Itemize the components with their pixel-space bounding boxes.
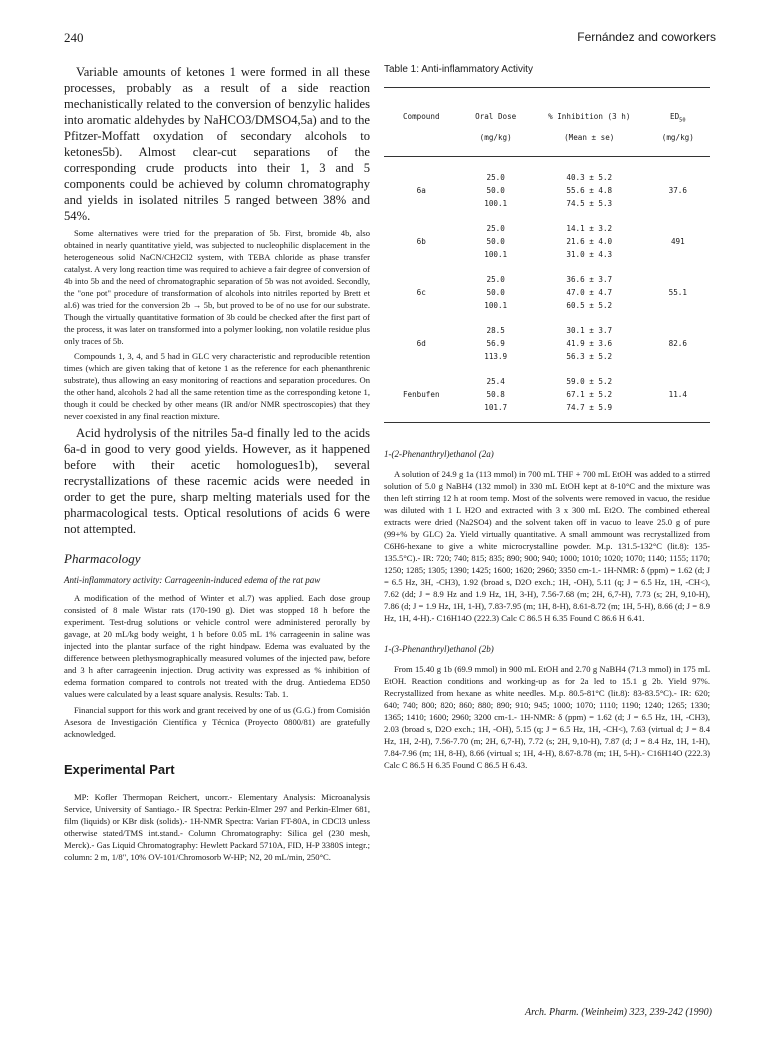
table-cell-ed50: 11.4 bbox=[668, 390, 687, 399]
table-cell-compound bbox=[384, 324, 458, 337]
table-cell-compound: 6c bbox=[416, 288, 426, 297]
table-group-spacer bbox=[384, 363, 710, 375]
table-group-spacer bbox=[384, 261, 710, 273]
table-cell-inhibition: 47.0 ± 4.7 bbox=[566, 288, 613, 297]
table-row bbox=[384, 286, 710, 299]
table-row bbox=[384, 222, 710, 235]
table-cell-compound bbox=[384, 222, 458, 235]
table-cell-dose: 25.4 bbox=[486, 377, 505, 386]
table-cell-compound bbox=[384, 350, 458, 363]
experimental-methods-paragraph: MP: Kofler Thermopan Reichert, uncorr.- Elementary Analysis: Microanalysis Service, University of Santiago.- IR Spectra: Perkin-Elmer 297 and Perkin-Elmer 681, film (liquids) or KBr disk (solids).- 1H-NMR Spectra: Varian FT-80A, in CDCl3 unless otherwise stated/TMS int.stand.- Column Chromatography: Silica gel (230 mesh, Merck).- Gas Liquid Chromatography: Hewlett Packard 5710A, FID, H-P 3380S integr.; column: 2 m, 1/8", 10% OV-101/Chromosorb W-HP; N2, 20 mL/min, 250°C. bbox=[64, 792, 370, 862]
table-cell-inhibition: 14.1 ± 3.2 bbox=[566, 224, 613, 233]
table-cell-compound bbox=[384, 375, 458, 388]
section-title-experimental: Experimental Part bbox=[64, 762, 175, 777]
table-cell-ed50 bbox=[646, 222, 710, 235]
table-group-spacer bbox=[384, 312, 710, 324]
table-cell-compound bbox=[384, 273, 458, 286]
pharmacology-method-paragraph: A modification of the method of Winter et al.7) was applied. Each dose group consisted of 8 male Wistar rats (170-190 g). Diet was stopped 18 h before the experiment. Test-drug solutions or vehicle control were administered perorally by gavage, at 20 mL/kg body weight, 1 h before 0.05 mL 1% carrageenin in saline was injected into the plantar surface of the right hindpaw. Edema was evaluated by the difference between plethysmographically measured volumes of the injected paw, before and 3 h after carrageenin injection. Drug activity was expressed as % inhibition of edema formation compared to controls not treated with the drug. Antiedema ED50 values were calculated by a least square analysis. Results: Tab. 1. bbox=[64, 593, 370, 699]
table-cell-ed50 bbox=[646, 350, 710, 363]
page-number: 240 bbox=[64, 30, 84, 45]
table-cell-ed50: 82.6 bbox=[668, 339, 687, 348]
table-cell-inhibition: 74.7 ± 5.9 bbox=[566, 403, 613, 412]
table-cell-dose: 25.0 bbox=[486, 275, 505, 284]
anti-inflammatory-table bbox=[384, 88, 710, 423]
table-row bbox=[384, 337, 710, 350]
table-row bbox=[384, 401, 710, 414]
table-row bbox=[384, 350, 710, 363]
table-cell-inhibition: 56.3 ± 5.2 bbox=[566, 352, 613, 361]
small-paragraph-glc: Compounds 1, 3, 4, and 5 had in GLC very characteristic and reproducible retention times (which are given taking that of ketone 1 as the reference for each phenanthrenic substrate), thus allowing an easy monitoring of reactions and separation procedures. On the other hand, alcohols 2 had all the same retention time as the corresponding ketone 1, though it could be checked by other means (IR and/or NMR spectroscopies) that they never coexisted in any final reaction mixture. bbox=[64, 351, 370, 421]
table-cell-dose: 25.0 bbox=[486, 173, 505, 182]
table-cell-dose: 50.0 bbox=[486, 288, 505, 297]
table-header-ed50: $ED_{50}$ bbox=[670, 112, 686, 124]
table-cell-ed50 bbox=[646, 375, 710, 388]
journal-footer: Arch. Pharm. (Weinheim) 323, 239-242 (1990) bbox=[524, 1007, 712, 1018]
table-cell-inhibition: 60.5 ± 5.2 bbox=[566, 301, 613, 310]
table-header-oral-dose: Oral Dose bbox=[475, 112, 517, 121]
table-cell-compound bbox=[384, 248, 458, 261]
table-header-compound: Compound bbox=[402, 112, 440, 121]
table-caption: Table 1: Anti-inflammatory Activity bbox=[384, 64, 533, 75]
table-cell-dose: 100.1 bbox=[484, 199, 508, 208]
table-cell-inhibition: 36.6 ± 3.7 bbox=[566, 275, 613, 284]
table-cell-ed50: 491 bbox=[670, 237, 685, 246]
table-unit-compound bbox=[384, 121, 458, 157]
compound-2b-paragraph: From 15.40 g 1b (69.9 mmol) in 900 mL EtOH and 2.70 g NaBH4 (71.3 mmol) in 175 mL EtOH. Reaction conditions and working-up as for 2a led to 15.1 g 2b. Yield 97%. Recrystallized from hexane as white needles. M.p. 80.5-81°C (lit.8): 83-83.5°C).- IR: 620; 640; 740; 800; 820; 860; 880; 890; 910; 945; 1000; 1070; 1110; 1190; 1240; 1265; 1330; 1365; 1410; 1600; 2960; 3200 cm-1.- 1H-NMR: δ (ppm) = 1.62 (d; J = 6.5 Hz, 1H, -CH3), 2.03 (broad s, D2O exch.; 1H, -OH), 5.15 (q; J = 6.5 Hz, 1H, -CH<), 7.63 (virtual d; J = 8.4 Hz, 1H, 2-H), 7.56-7.70 (m; 2H, 6,7-H), 7.72 (s; 2H, 9,10-H), 7.87 (d; J = 8.4 Hz, 1H, 1-H), 7.84-7.96 (m; 1H, 8-H), 8.66 (virtual s; 1H, 4-H), 8.67-8.78 (m; 1H, 5-H).- C16H14O (222.3) Calc C 86.5 H 6.35 Found C 86.5 H 6.43. bbox=[384, 664, 710, 770]
table-cell-inhibition: 55.6 ± 4.8 bbox=[566, 186, 613, 195]
table-cell-inhibition: 67.1 ± 5.2 bbox=[566, 390, 613, 399]
table-cell-inhibition: 74.5 ± 5.3 bbox=[566, 199, 613, 208]
body-paragraph-hydrolysis: Acid hydrolysis of the nitriles 5a-d finally led to the acids 6a-d in good to very good yields. However, as it happened before with their acetic homologues1b), several recrystallizations of these racemic acids were needed in order to get the pure, sharp melting materials used for the pharmacological tests. Optical resolutions of acids 6 were not attempted. bbox=[64, 426, 370, 536]
table-group-spacer bbox=[384, 210, 710, 222]
table-cell-ed50 bbox=[646, 171, 710, 184]
table-cell-inhibition: 59.0 ± 5.2 bbox=[566, 377, 613, 386]
table-body bbox=[384, 171, 710, 414]
table-cell-compound: 6d bbox=[416, 339, 426, 348]
table-row bbox=[384, 299, 710, 312]
running-head: Fernández and coworkers bbox=[577, 30, 716, 44]
table-cell-compound: 6b bbox=[416, 237, 426, 246]
table-cell-dose: 101.7 bbox=[484, 403, 508, 412]
table-cell-dose: 56.9 bbox=[486, 339, 505, 348]
table-cell-dose: 28.5 bbox=[486, 326, 505, 335]
table-cell-ed50 bbox=[646, 197, 710, 210]
table-cell-compound bbox=[384, 401, 458, 414]
table-cell-compound bbox=[384, 197, 458, 210]
table-cell-ed50 bbox=[646, 273, 710, 286]
compound-2b-heading: 1-(3-Phenanthryl)ethanol (2b) bbox=[384, 644, 494, 654]
table-cell-ed50 bbox=[646, 324, 710, 337]
table-unit-dose: (mg/kg) bbox=[479, 133, 512, 142]
table-cell-compound bbox=[384, 171, 458, 184]
compound-2a-heading: 1-(2-Phenanthryl)ethanol (2a) bbox=[384, 449, 494, 459]
body-paragraph-1: Variable amounts of ketones 1 were formed in all these processes, probably as a result of a side reaction mechanistically related to the conversion of benzylic halides into aromatic aldehydes by NaHCO3/DMSO4,5a) and to the Pfitzer-Moffatt oxydation of secondary alcohols to ketones5b). Almost clear-cut separations of the corresponding crude products into their 1, 3 and 5 components could be achieved by column chromatography and yields in isolated nitriles 5 ranged between 38% and 54%. bbox=[64, 65, 370, 223]
subheading-anti-inflammatory: Anti-inflammatory activity: Carrageenin-induced edema of the rat paw bbox=[64, 575, 321, 585]
table-header-rule bbox=[384, 157, 710, 172]
table-cell-inhibition: 21.6 ± 4.0 bbox=[566, 237, 613, 246]
table-cell-ed50 bbox=[646, 401, 710, 414]
table-row bbox=[384, 324, 710, 337]
table-cell-dose: 50.0 bbox=[486, 237, 505, 246]
table-cell-dose: 100.1 bbox=[484, 301, 508, 310]
acknowledgement-paragraph: Financial support for this work and grant received by one of us (G.G.) from Comisión Asesora de Investigación Científica y Técnica (Proyecto 0800/81) are gratefully acknowledged. bbox=[64, 705, 370, 739]
table-cell-compound: 6a bbox=[416, 186, 426, 195]
table-row bbox=[384, 184, 710, 197]
right-column bbox=[384, 64, 710, 771]
table-cell-compound: Fenbufen bbox=[402, 390, 440, 399]
table-row bbox=[384, 388, 710, 401]
table-row bbox=[384, 171, 710, 184]
table-row bbox=[384, 197, 710, 210]
table-cell-dose: 100.1 bbox=[484, 250, 508, 259]
table-cell-inhibition: 31.0 ± 4.3 bbox=[566, 250, 613, 259]
table-row bbox=[384, 235, 710, 248]
small-paragraph-alternatives: Some alternatives were tried for the preparation of 5b. First, bromide 4b, also obtained in nearly quantitative yield, was subjected to nucleophilic displacement in the heterogeneous solid NaCN/CH2Cl2 system, with TEBA chloride as phase transfer catalyst. A very long reaction time was required to achieve a fair degree of conversion of 4b into 5b and the need of chromatographic separation of 5b was not avoided. Secondly, the "one pot" procedure of transformation of alcohols into nitriles reported by Brett et al.6) was tried for the conversion 2b → 5b, but proved to be of no use for our substrate. Though the virtually quantitative formation of 3b could be checked after the first part of the process, it was later on transformed into a polymer looking, non volatile residue plus only traces of 5b. bbox=[64, 228, 370, 346]
table-cell-ed50 bbox=[646, 299, 710, 312]
table-cell-inhibition: 30.1 ± 3.7 bbox=[566, 326, 613, 335]
table-header-inhibition: % Inhibition (3 h) bbox=[548, 112, 631, 121]
table-cell-dose: 25.0 bbox=[486, 224, 505, 233]
table-cell-ed50: 37.6 bbox=[668, 186, 687, 195]
compound-2a-paragraph: A solution of 24.9 g 1a (113 mmol) in 700 mL THF + 700 mL EtOH was added to a stirred solution of 5.0 g NaBH4 (132 mmol) in 330 mL EtOH kept at 8-10°C and the mixture was then left stirring 12 h at room temp. Most of the solvents were removed in vacuo, the residue was diluted with 1 L H2O and extracted with 3 x 300 mL Et2O. The combined ethereal extracts were dried (Na2SO4) and the solvent taken off in vacuo to leave 25.0 g of pure (99+% by GLC) 2a. Yield virtually quantitative. A small ammount was recrystallized from C6H6-hexane to give a white microcrystalline powder. M.p. 131.5-132°C (lit.8): 135-135.5°C).- IR: 720; 740; 815; 835; 890; 900; 940; 1000; 1010; 1020; 1070; 1140; 1155; 1170; 1250; 1285; 1305; 1390; 1425; 1600; 1620; 2960; 3350 cm-1.- 1H-NMR: δ (ppm) = 1.62 (d; J = 6.5 Hz, 3H, -CH3), 1.92 (broad s, D2O exch.; 1H, -OH), 5.11 (q; J = 6.5 Hz, 1H, -CH<), 7.62 (dd; J = 8.9 Hz and 1.9 Hz, 1H, 3-H), 7.56-7.68 (m; 2H, 6,7-H), 7.73 (s; 2H, 9,10-H), 7.86 (d; J = 1.9 Hz, 1H, 1-H), 7.83-7.95 (m; 1H, 8-H), 8.61-8.72 (m; 1H, 5-H), 8.66 (d; J = 8.9 Hz, 1H, 4-H).- C16H14O (222.3) Calc C 86.5 H 6.35 Found C 86.6 H 6.41. bbox=[384, 469, 710, 623]
table-row bbox=[384, 273, 710, 286]
section-title-pharmacology: Pharmacology bbox=[64, 551, 141, 566]
left-column bbox=[64, 64, 370, 863]
table-cell-ed50 bbox=[646, 248, 710, 261]
table-row bbox=[384, 248, 710, 261]
table-cell-ed50: 55.1 bbox=[668, 288, 687, 297]
table-unit-ed50: (mg/kg) bbox=[661, 133, 694, 142]
table-cell-dose: 113.9 bbox=[484, 352, 508, 361]
table-unit-inhibition: (Mean ± se) bbox=[564, 133, 615, 142]
table-cell-inhibition: 41.9 ± 3.6 bbox=[566, 339, 613, 348]
table-cell-dose: 50.8 bbox=[486, 390, 505, 399]
table-cell-compound bbox=[384, 299, 458, 312]
table-cell-inhibition: 40.3 ± 5.2 bbox=[566, 173, 613, 182]
table-bottom-rule bbox=[384, 423, 710, 424]
table-row bbox=[384, 375, 710, 388]
table-cell-dose: 50.0 bbox=[486, 186, 505, 195]
